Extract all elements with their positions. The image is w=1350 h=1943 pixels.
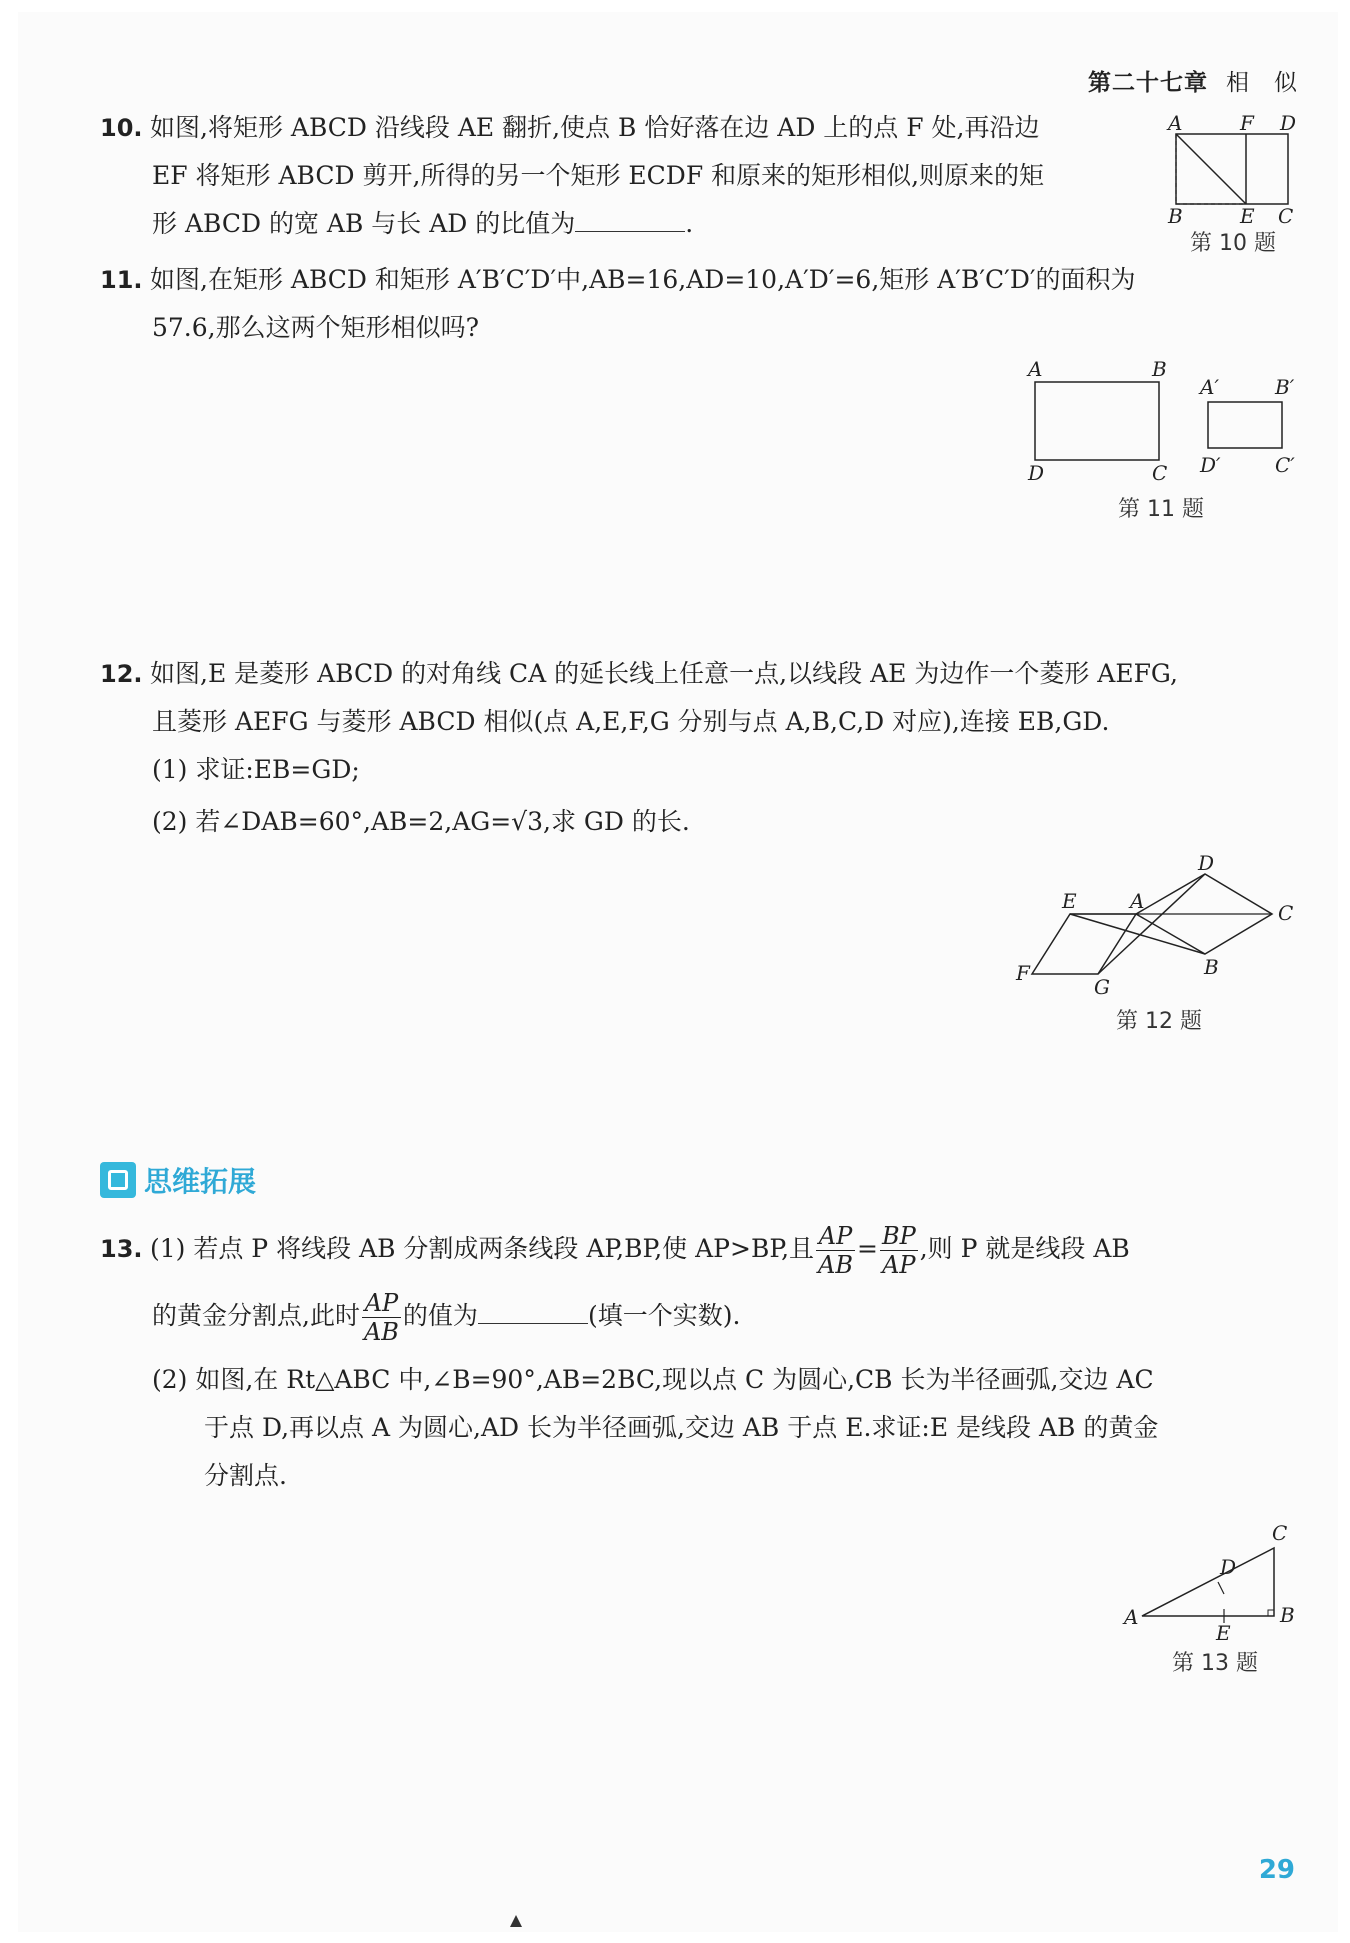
pencil-note-icon <box>100 1162 136 1198</box>
figure-13 <box>1120 1520 1310 1640</box>
label-a: A <box>1130 889 1145 913</box>
question-13 <box>100 1222 1300 1500</box>
figure-caption: 第 13 题 <box>1172 1651 1258 1676</box>
label-c: C <box>1152 461 1168 485</box>
label-a-prime: A′ <box>1200 375 1219 399</box>
arc-mark-d <box>1218 1582 1224 1594</box>
question-number: 13. <box>100 1235 143 1263</box>
label-c: C <box>1278 901 1294 925</box>
label-d-prime: D′ <box>1200 453 1221 477</box>
label-a: A <box>1028 357 1043 381</box>
fraction-denominator: AB <box>818 1251 853 1279</box>
question-text-line: 且菱形 AEFG 与菱形 ABCD 相似(点 A,E,F,G 分别与点 A,B,C,D 对应),连接 EB,GD. <box>152 707 1110 736</box>
question-text: 的黄金分割点,此时 <box>152 1301 360 1330</box>
chapter-title: 相 似 <box>1226 70 1298 96</box>
question-text-line: EF 将矩形 ABCD 剪开,所得的另一个矩形 ECDF 和原来的矩形相似,则原来的矩 <box>152 161 1045 190</box>
triangle-marker-icon <box>510 1915 522 1927</box>
segment-ae <box>1176 134 1246 204</box>
label-b: B <box>1168 204 1183 228</box>
segment-eb <box>1070 914 1205 954</box>
question-text-line: 如图,在矩形 ABCD 和矩形 A′B′C′D′中,AB=16,AD=10,A′D′=6,矩形 A′B′C′D′的面积为 <box>150 265 1136 294</box>
figure-10 <box>1160 108 1300 228</box>
label-b: B <box>1152 357 1167 381</box>
question-number: 11. <box>100 266 143 294</box>
page-number: 29 <box>1258 1855 1295 1885</box>
segment-gd <box>1098 874 1205 974</box>
fraction-numerator: BP <box>881 1222 916 1250</box>
figure-caption: 第 11 题 <box>1118 497 1204 522</box>
rectangle-abcd-prime <box>1208 402 1282 448</box>
question-part-2-line: 于点 D,再以点 A 为圆心,AD 长为半径画弧,交边 AB 于点 E.求证:E 是线段 AB 的黄金 <box>204 1413 1159 1442</box>
label-d: D <box>1220 1555 1237 1579</box>
fraction-numerator: AP <box>816 1222 855 1251</box>
question-number: 10. <box>100 114 143 142</box>
question-12 <box>100 650 1300 846</box>
label-e: E <box>1062 889 1077 913</box>
question-text: 的值为 <box>402 1301 478 1330</box>
figure-caption: 第 10 题 <box>1190 231 1276 256</box>
question-number: 12. <box>100 660 143 688</box>
question-text-line: 57.6,那么这两个矩形相似吗? <box>152 313 480 342</box>
question-part-2: (2) 如图,在 Rt△ABC 中,∠B=90°,AB=2BC,现以点 C 为圆心,CB 长为半径画弧,交边 AC <box>152 1365 1154 1394</box>
fraction-ap-ab <box>816 1222 855 1279</box>
figure-11 <box>1020 350 1310 490</box>
question-text: (1) 若点 P 将线段 AB 分割成两条线段 AP,BP,使 AP>BP,且 <box>150 1234 815 1263</box>
rectangle-abcd <box>1035 382 1159 460</box>
question-text-line: 如图,E 是菱形 ABCD 的对角线 CA 的延长线上任意一点,以线段 AE 为边作一个菱形 AEFG, <box>150 659 1178 688</box>
label-a: A <box>1168 111 1183 135</box>
question-11 <box>100 256 1290 352</box>
question-text-line: 形 ABCD 的宽 AB 与长 AD 的比值为 <box>152 209 576 238</box>
rectangle-abcd <box>1176 134 1288 204</box>
section-title: 思维拓展 <box>144 1165 257 1198</box>
fraction-denominator: AP <box>882 1251 916 1279</box>
right-angle-mark <box>1268 1610 1274 1616</box>
label-b: B <box>1204 955 1219 979</box>
section-header <box>100 1160 256 1200</box>
question-text: (填一个实数). <box>587 1301 741 1330</box>
label-d: D <box>1280 111 1297 135</box>
figure-caption: 第 12 题 <box>1116 1009 1202 1034</box>
answer-blank[interactable] <box>478 1297 588 1324</box>
label-c-prime: C′ <box>1275 453 1295 477</box>
chapter-label: 第二十七章 <box>1088 70 1208 96</box>
label-g: G <box>1094 975 1110 998</box>
fraction-ap-ab <box>362 1289 401 1346</box>
answer-blank[interactable] <box>575 205 685 232</box>
equals-sign: = <box>856 1234 878 1263</box>
question-text-line: 如图,将矩形 ABCD 沿线段 AE 翻折,使点 B 恰好落在边 AD 上的点 F 处,再沿边 <box>150 113 1040 142</box>
question-part-2-line: 分割点. <box>204 1461 287 1490</box>
fraction-numerator: AP <box>362 1289 401 1318</box>
label-c: C <box>1272 1521 1288 1545</box>
label-d: D <box>1198 851 1215 875</box>
label-b: B <box>1280 1603 1295 1627</box>
question-text: ,则 P 就是线段 AB <box>919 1234 1130 1263</box>
label-b-prime: B′ <box>1275 375 1295 399</box>
label-e: E <box>1240 204 1255 228</box>
fraction-denominator: AB <box>363 1318 399 1346</box>
label-f: F <box>1240 111 1254 135</box>
label-a: A <box>1124 1605 1139 1629</box>
page-header <box>1088 64 1298 97</box>
label-e: E <box>1216 1621 1231 1640</box>
label-c: C <box>1278 204 1294 228</box>
label-d: D <box>1028 461 1045 485</box>
fraction-bp-ap <box>880 1222 918 1279</box>
label-f: F <box>1016 961 1030 985</box>
question-part-2: (2) 若∠DAB=60°,AB=2,AG=√3,求 GD 的长. <box>152 807 690 836</box>
figure-12 <box>1010 848 1300 998</box>
question-10 <box>100 104 1160 248</box>
rhombus-aefg <box>1032 914 1136 974</box>
triangle-abc <box>1142 1548 1274 1616</box>
punctuation: . <box>685 209 694 238</box>
question-part-1: (1) 求证:EB=GD; <box>152 755 360 784</box>
